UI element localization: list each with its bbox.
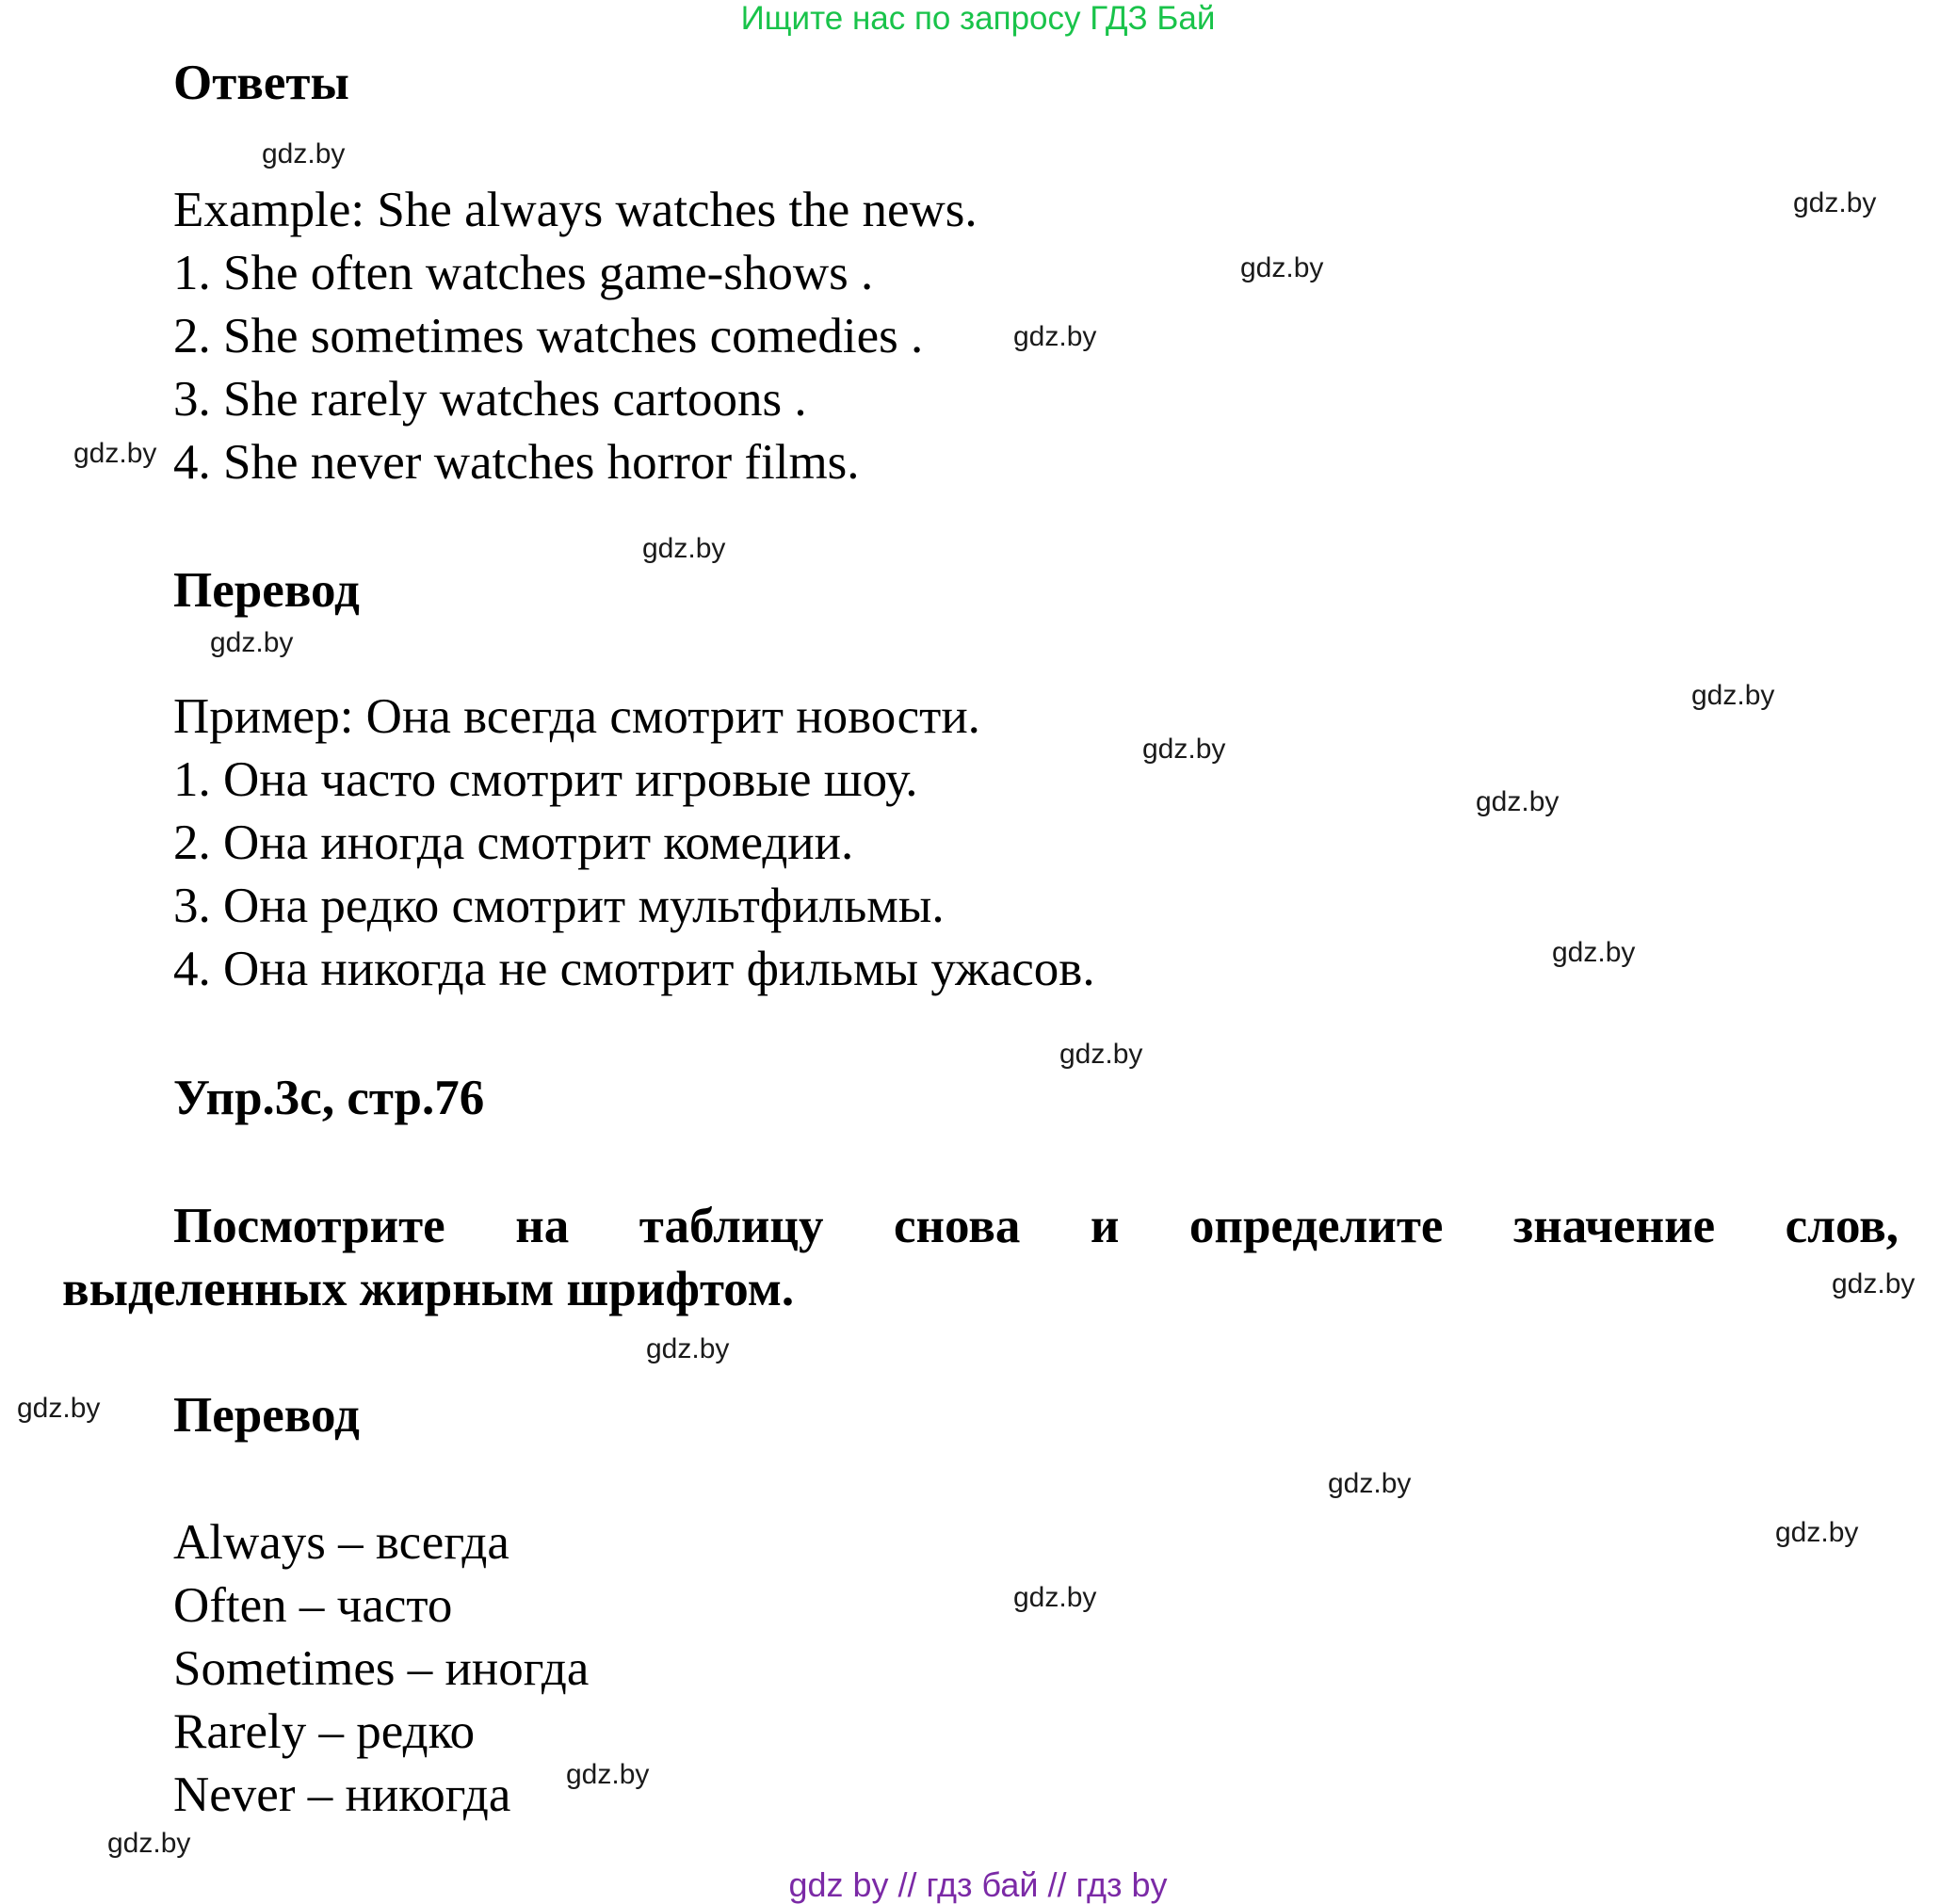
top-banner: Ищите нас по запросу ГДЗ Бай <box>740 0 1216 37</box>
watermark: gdz.by <box>1059 1039 1143 1070</box>
watermark: gdz.by <box>642 533 726 564</box>
translation-4: 4. Она никогда не смотрит фильмы ужасов. <box>173 942 1095 996</box>
watermark: gdz.by <box>1691 680 1775 711</box>
vocab-sometimes: Sometimes – иногда <box>173 1641 590 1696</box>
watermark: gdz.by <box>1832 1268 1916 1299</box>
answer-2: 2. She sometimes watches comedies . <box>173 309 924 363</box>
footer-links: gdz by // гдз бай // гдз by <box>788 1865 1168 1904</box>
exercise-task-line-2: выделенных жирным шрифтом. <box>62 1262 795 1316</box>
watermark: gdz.by <box>1013 1582 1097 1613</box>
watermark: gdz.by <box>1476 786 1560 817</box>
exercise-title: Упр.3c, стр.76 <box>173 1071 485 1125</box>
vocab-often: Often – часто <box>173 1578 453 1633</box>
watermark: gdz.by <box>17 1393 101 1424</box>
watermark: gdz.by <box>1013 321 1097 352</box>
vocab-always: Always – всегда <box>173 1515 509 1570</box>
watermark: gdz.by <box>107 1828 191 1859</box>
watermark: gdz.by <box>1328 1468 1412 1499</box>
watermark: gdz.by <box>1775 1517 1859 1548</box>
translation-heading-1: Перевод <box>173 563 360 618</box>
watermark: gdz.by <box>1552 937 1636 968</box>
watermark: gdz.by <box>646 1333 730 1364</box>
vocab-rarely: Rarely – редко <box>173 1704 476 1759</box>
watermark: gdz.by <box>1240 252 1324 283</box>
translation-2: 2. Она иногда смотрит комедии. <box>173 815 854 870</box>
watermark: gdz.by <box>566 1759 650 1790</box>
watermark: gdz.by <box>73 438 157 469</box>
answers-heading: Ответы <box>173 56 349 110</box>
watermark: gdz.by <box>262 138 346 169</box>
translation-heading-2: Перевод <box>173 1388 360 1443</box>
watermark: gdz.by <box>1793 187 1877 218</box>
translation-3: 3. Она редко смотрит мультфильмы. <box>173 879 945 933</box>
answer-example: Example: She always watches the news. <box>173 183 978 237</box>
watermark: gdz.by <box>1142 734 1226 765</box>
translation-1: 1. Она часто смотрит игровые шоу. <box>173 752 918 807</box>
answer-3: 3. She rarely watches cartoons . <box>173 372 807 427</box>
vocab-never: Never – никогда <box>173 1767 511 1822</box>
answer-1: 1. She often watches game-shows . <box>173 246 874 300</box>
translation-example: Пример: Она всегда смотрит новости. <box>173 689 980 744</box>
answer-4: 4. She never watches horror films. <box>173 435 860 490</box>
watermark: gdz.by <box>210 627 294 658</box>
exercise-task-line-1: Посмотрите на таблицу снова и определите значение слов, <box>173 1199 1899 1253</box>
